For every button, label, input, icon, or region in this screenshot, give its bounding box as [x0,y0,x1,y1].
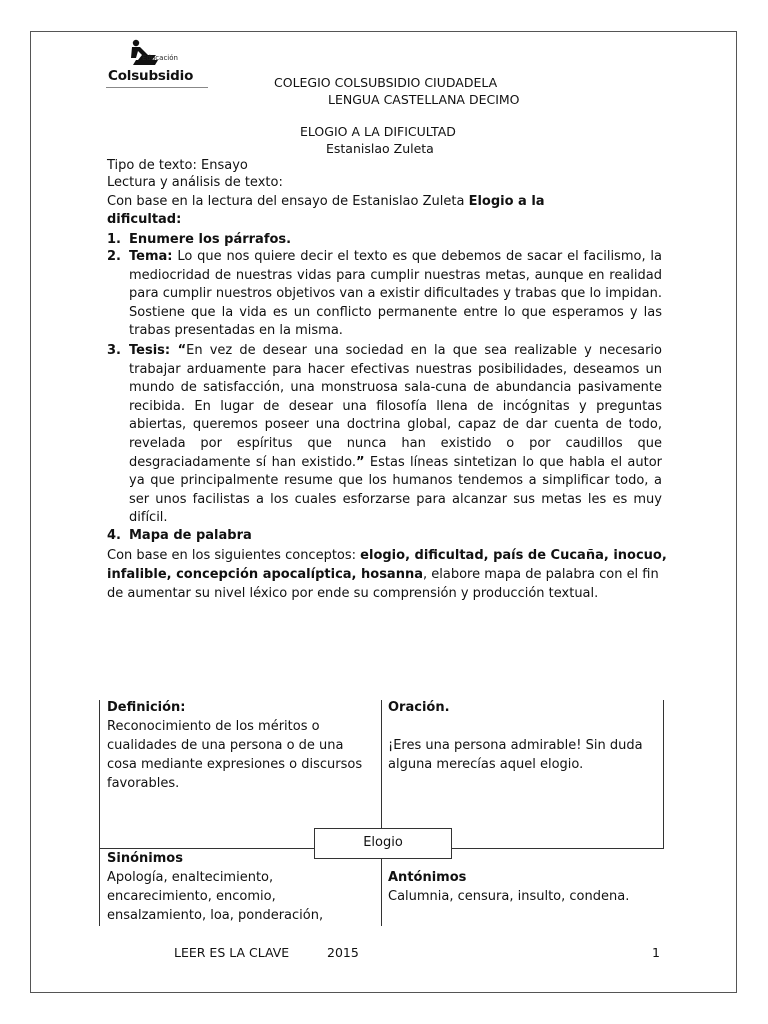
sinonimos-text: Apología, enaltecimiento, encarecimiento, encomio, ensalzamiento, loa, ponderación, [107,870,324,923]
word-map-right-hline [452,848,664,849]
antonimos-text: Calumnia, censura, insulto, condena. [388,889,630,904]
concepts-list: elogio, dificultad, país de Cucaña, inocuo, infalible, concepción apocalíptica, hosanna [107,548,667,582]
text-type: Tipo de texto: Ensayo [107,158,248,173]
item-2-label: Tema: [129,249,173,264]
oracion-cell [388,698,653,774]
item-3 [129,342,662,528]
item-3-quote-text: En vez de desear una sociedad en la que sea realizable y necesario trabajar arduamente para hacer efectivas nuestras posibilidades, deseamos un mundo de satisfacción, una monstruosa sala-cuna de abundancia pasivamente recibida. En lugar de desear una filosofía llena de incógnitas y preguntas abiertas, queremos poseer una doctrina global, capaz de dar cuenta de todo, revelada por espíritus que nunca han existido o por caudillos que desgraciadamente sí han existido. [129,343,662,470]
logo-underline [106,87,208,88]
based-on-title-2: dificultad: [107,212,182,227]
definicion-text: Reconocimiento de los méritos o cualidades de una persona o de una cosa mediante expresiones o discursos favorables. [107,719,363,791]
item-4-number: 4. [107,528,121,543]
item-3-label: Tesis: [129,343,171,358]
definicion-heading: Definición: [107,700,186,715]
item-4 [129,527,662,546]
item-2 [129,248,662,341]
footer-motto: LEER ES LA CLAVE [174,945,290,960]
concepts-suffix: , elabore mapa de palabra con el fin de aumentar su nivel léxico por ende su comprensión y producción textual. [107,567,659,601]
reading-label: Lectura y análisis de texto: [107,175,283,190]
oracion-text: ¡Eres una persona admirable! Sin duda alguna merecías aquel elogio. [388,738,643,772]
page-number: 1 [652,945,660,960]
subject-name: LENGUA CASTELLANA DECIMO [328,92,520,107]
item-3-quote-close: ” [356,454,365,470]
item-2-text: Lo que nos quiere decir el texto es que debemos de sacar el facilismo, la mediocridad de nuestras vidas para cumplir nuestras metas, aunque en realidad para cumplir nuestros objetivos van a existir dificultades y trabas que lo impidan. Sostiene que la vida es un conflicto permanente entre lo que esperamos y las trabas presentadas en la misma. [129,249,662,339]
antonimos-cell [388,868,658,906]
oracion-spacer [388,717,653,736]
logo-name: Colsubsidio [108,68,194,84]
based-on-prefix: Con base en la lectura del ensayo de Estanislao Zuleta [107,194,469,209]
item-2-number: 2. [107,249,121,264]
based-on-title-1: Elogio a la [468,194,545,209]
logo-education-text: Educación [142,54,178,62]
word-map-left-border [99,700,100,926]
concepts-paragraph [107,546,667,603]
footer-year: 2015 [327,945,359,960]
item-1 [129,231,662,250]
definicion-cell [107,698,377,793]
concepts-prefix: Con base en los siguientes conceptos: [107,548,361,563]
word-map-center-word: Elogio [363,835,403,850]
item-4-label: Mapa de palabra [129,528,252,543]
oracion-heading: Oración. [388,700,450,715]
antonimos-heading: Antónimos [388,870,467,885]
item-1-label: Enumere los párrafos. [129,232,292,247]
sinonimos-cell [107,849,357,925]
essay-author: Estanislao Zuleta [326,141,434,156]
item-1-number: 1. [107,232,121,247]
sinonimos-heading: Sinónimos [107,851,183,866]
item-3-quote-open: “ [170,343,187,358]
colsubsidio-logo-icon [128,38,164,68]
essay-title: ELOGIO A LA DIFICULTAD [300,124,456,139]
word-map-center-divider [381,700,382,926]
word-map-right-border [663,700,664,848]
based-on-line [107,193,545,212]
item-3-number: 3. [107,343,121,358]
based-on-line-2 [107,211,181,230]
colsubsidio-logo [106,38,208,90]
item-3-text-after: Estas líneas sintetizan lo que habla el autor ya que principalmente resume que los humanos tendemos a simplificar todo, a ser unos facilistas a los cuales esforzarse para alcanzar sus metas les es muy difícil. [129,454,662,526]
school-name: COLEGIO COLSUBSIDIO CIUDADELA [274,75,498,90]
